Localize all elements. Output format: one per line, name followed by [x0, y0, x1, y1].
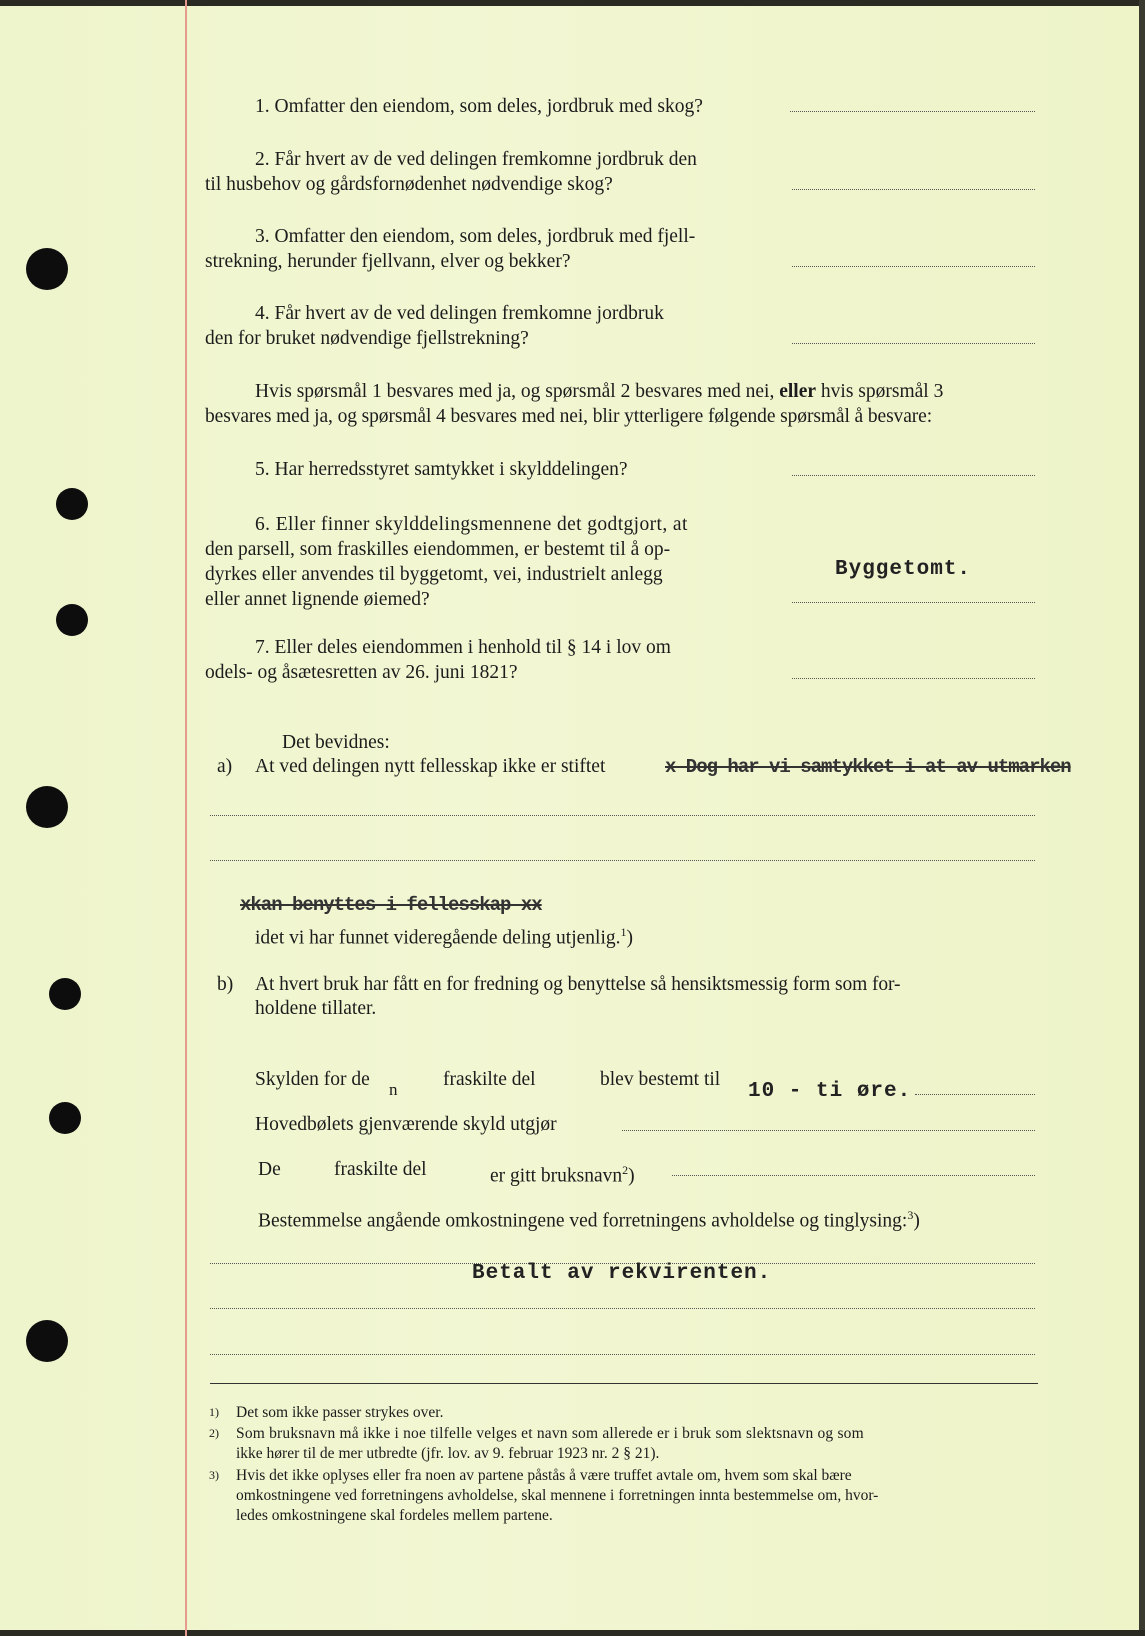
scan-border-right	[1139, 0, 1145, 1636]
certification-a-label: a)	[217, 756, 233, 777]
footnote-1-line-1: Det som ikke passer strykes over.	[236, 1404, 444, 1421]
omkost-value[interactable]: Betalt av rekvirenten.	[472, 1262, 772, 1285]
bruksnavn-label-c-text: er gitt bruksnavn	[490, 1165, 623, 1187]
condition-line-1	[255, 380, 943, 404]
skyld-line[interactable]	[915, 1094, 1035, 1095]
question-1: 1. Omfatter den eiendom, som deles, jordbruk med skog?	[255, 96, 703, 117]
question-3-line-2: strekning, herunder fjellvann, elver og bekker?	[205, 251, 571, 272]
skyld-label-c: blev bestemt til	[600, 1069, 721, 1090]
bruksnavn-line[interactable]	[672, 1175, 1035, 1176]
punch-hole-3	[56, 604, 88, 636]
answer-line-4[interactable]	[792, 343, 1035, 344]
omkost-line-2[interactable]	[210, 1308, 1035, 1309]
footnote-divider	[210, 1383, 1038, 1384]
certification-a-continuation: idet vi har funnet videregående deling utjenlig.$^1$)	[255, 925, 634, 949]
answer-line-7[interactable]	[792, 678, 1035, 679]
question-5: 5. Har herredsstyret samtykket i skylddelingen?	[255, 459, 628, 480]
footnote-ref-3: 3	[907, 1208, 914, 1222]
punch-hole-5	[49, 978, 81, 1010]
footnote-3-line-3: ledes omkostningene skal fordeles mellem partene.	[236, 1507, 553, 1524]
skyld-label-b: fraskilte del	[443, 1069, 536, 1090]
punch-hole-7	[26, 1320, 68, 1362]
skyld-value[interactable]: 10 - ti øre.	[748, 1080, 912, 1103]
condition-bold-eller: eller	[779, 381, 817, 402]
question-6-line-1: 6. Eller finner skylddelingsmennene det godtgjort, at	[255, 514, 688, 535]
question-7-line-2: odels- og åsætesretten av 26. juni 1821?	[205, 662, 518, 683]
footnote-2-mark: 2)	[209, 1426, 219, 1440]
scan-border-bottom	[0, 1630, 1145, 1636]
hovedbol-label: Hovedbølets gjenværende skyld utgjør	[255, 1114, 557, 1135]
punch-hole-2	[56, 488, 88, 520]
punch-hole-6	[49, 1102, 81, 1134]
answer-line-5[interactable]	[792, 475, 1035, 476]
answer-line-2[interactable]	[792, 189, 1035, 190]
certification-b-line-1: At hvert bruk har fått en for fredning og benyttelse så hensiktsmessig form som for-	[255, 974, 901, 995]
omkost-line-3[interactable]	[210, 1354, 1035, 1355]
answer-6-typed[interactable]: Byggetomt.	[835, 558, 972, 581]
condition-text-a: Hvis spørsmål 1 besvares med ja, og spørsmål 2 besvares med nei,	[255, 381, 775, 402]
scan-border-top	[0, 0, 1145, 6]
question-3-line-1: 3. Omfatter den eiendom, som deles, jordbruk med fjell-	[255, 226, 696, 247]
question-4-line-2: den for bruket nødvendige fjellstrekning?	[205, 328, 529, 349]
certification-a-struck-2: xkan benyttes i fellesskap xx	[240, 894, 542, 916]
question-7-line-1: 7. Eller deles eiendommen i henhold til § 14 i lov om	[255, 637, 671, 658]
certification-a-line-1[interactable]	[210, 815, 1035, 816]
footnote-1-mark: 1)	[209, 1405, 219, 1419]
question-6-line-2: den parsell, som fraskilles eiendommen, er bestemt til å op-	[205, 539, 671, 560]
condition-text-b: hvis spørsmål 3	[820, 381, 944, 402]
footnote-3-line-2: omkostningene ved forretningens avholdelse, skal mennene i forretningen innta bestemmelse om, hvor-	[236, 1487, 879, 1504]
certification-heading: Det bevidnes:	[282, 732, 390, 753]
certification-a-continuation-text: idet vi har funnet videregående deling utjenlig.	[255, 927, 621, 949]
skyld-label-a: Skylden for de	[255, 1069, 370, 1090]
footnote-3-line-1: Hvis det ikke oplyses eller fra noen av partene påstås å være truffet avtale om, hvem som skal bære	[236, 1467, 852, 1484]
certification-a-struck-1: x Dog har vi samtykket i at av utmarken	[665, 756, 1071, 778]
footnote-2-line-2: ikke hører til de mer utbredte (jfr. lov. av 9. februar 1923 nr. 2 § 21).	[236, 1445, 660, 1462]
omkost-label-text: Bestemmelse angående omkostningene ved forretningens avholdelse og tinglysing:	[258, 1210, 908, 1232]
question-4-line-1: 4. Får hvert av de ved delingen fremkomne jordbruk	[255, 303, 664, 324]
hovedbol-line[interactable]	[622, 1130, 1035, 1131]
footnote-3-mark: 3)	[209, 1468, 219, 1482]
footnote-ref-2: 2	[622, 1163, 629, 1177]
bruksnavn-label-b: fraskilte del	[334, 1159, 427, 1180]
footnote-2-line-1: Som bruksnavn må ikke i noe tilfelle velges et navn som allerede er i bruk som slektsnavn og som	[236, 1425, 864, 1442]
bruksnavn-label-c: er gitt bruksnavn$^2$)	[490, 1163, 635, 1187]
omkost-label: Bestemmelse angående omkostningene ved forretningens avholdelse og tinglysing:$^3$)	[258, 1208, 920, 1232]
certification-a-text: At ved delingen nytt fellesskap ikke er stiftet	[255, 756, 606, 777]
punch-hole-1	[26, 248, 68, 290]
answer-line-1[interactable]	[790, 111, 1035, 112]
condition-line-2: besvares med ja, og spørsmål 4 besvares med nei, blir ytterligere følgende spørsmål å besvare:	[205, 406, 933, 427]
question-6-line-4: eller annet lignende øiemed?	[205, 589, 430, 610]
certification-b-label: b)	[217, 974, 234, 995]
skyld-label-n: n	[389, 1080, 398, 1099]
margin-rule	[185, 0, 187, 1636]
punch-hole-4	[26, 786, 68, 828]
certification-a-line-2[interactable]	[210, 860, 1035, 861]
question-2-line-1: 2. Får hvert av de ved delingen fremkomne jordbruk den	[255, 149, 697, 170]
certification-b-line-2: holdene tillater.	[255, 998, 377, 1019]
bruksnavn-label-a: De	[258, 1159, 281, 1180]
answer-line-3[interactable]	[792, 266, 1035, 267]
footnote-ref-1: 1	[620, 925, 627, 939]
question-6-line-3: dyrkes eller anvendes til byggetomt, vei, industrielt anlegg	[205, 564, 663, 585]
answer-line-6[interactable]	[792, 602, 1035, 603]
question-2-line-2: til husbehov og gårdsfornødenhet nødvendige skog?	[205, 174, 613, 195]
